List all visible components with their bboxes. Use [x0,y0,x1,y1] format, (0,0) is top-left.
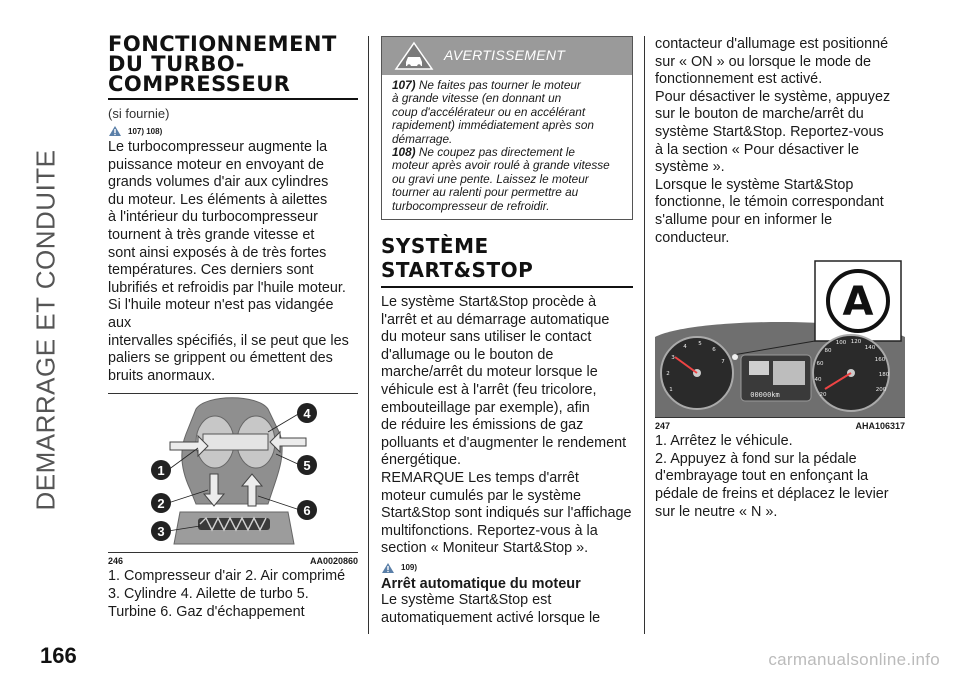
watermark: carmanualsonline.info [768,650,940,669]
chapter-title-text: DEMARRAGE ET CONDUITE [30,149,61,511]
rpm-tick-label: 2 [666,371,670,378]
text-line: polluants et d'augmenter le rendement [381,434,627,451]
text-line: du moteur sans utiliser le contact [381,329,592,346]
warning-refs [108,125,358,137]
odometer-readout: 00000km [750,391,780,400]
car-warning-icon [394,41,434,71]
auto-stop-badge: A [842,279,874,326]
column-divider [368,36,369,634]
start-stop-indicator-light [732,354,738,360]
text-line: d'allumage ou le bouton de [381,346,554,363]
column-turbo [108,34,358,621]
column-start-stop [381,36,633,627]
text-line: multifonctions. Reportez-vous à la [381,522,598,539]
text-line: moteur cumulés par le système [381,487,581,504]
speed-tick-label: 80 [824,348,832,355]
rpm-tick-label: 1 [669,387,673,394]
start-stop-paragraph [381,294,633,558]
auto-stop-paragraph [381,592,633,627]
warning-item-number: 108) [392,145,416,160]
text-line: section « Moniteur Start&Stop ». [381,540,589,557]
continued-paragraph [655,36,905,247]
text-line: Le turbocompresseur augmente la [108,139,328,155]
warning-triangle-icon [381,562,395,574]
text-line: sur le bouton de marche/arrêt du [655,106,864,123]
rpm-tick-label: 7 [721,359,725,366]
text-line: intervalles spécifiés, il se peut que les [108,332,349,349]
text-line: Si l'huile moteur n'est pas vidangée aux [108,297,334,331]
text-line: du moteur. Les éléments à ailettes [108,191,328,208]
heading-line: FONCTIONNEMENT [108,32,337,56]
figure-code: AA0020860 [309,556,358,567]
text-line: 3. Cylindre 4. Ailette de turbo 5. [108,585,309,602]
text-line: système Start&Stop. Reportez-vous [655,123,884,140]
text-line: Start&Stop sont indiqués sur l'affichage [381,505,632,522]
text-line: lubrifiés et refroidis par l'huile moteur. [108,279,346,296]
text-line: fonctionne, le témoin correspondant [655,194,884,211]
text-line: énergétique. [381,452,462,469]
text-line: système ». [655,159,725,176]
text-line: à l'intérieur du turbocompresseur [108,209,318,226]
text-line: turbocompresseur de refroidir. [392,198,550,213]
text-line: puissance moteur en envoyant de [108,156,325,173]
text-line: tourner au ralenti pour permettre au [392,185,579,200]
speed-tick-label: 100 [835,340,847,347]
text-line: Ne coupez pas directement le [418,145,575,160]
column-divider [644,36,645,634]
speed-tick-label: 40 [814,377,822,384]
warning-box [381,36,633,220]
text-line: sur « ON » ou lorsque le mode de [655,53,871,70]
text-line: Le système Start&Stop procède à [381,294,597,311]
text-line: d'embrayage tout en enfonçant la [655,468,869,485]
auto-stop-subheading: Arrêt automatique du moteur [381,575,581,592]
text-line: fonctionnement est activé. [655,71,823,88]
warning-item [392,146,622,213]
text-line: bruits anormaux. [108,367,216,384]
ref-text: 109) [401,563,418,573]
text-line: démarrage. [392,131,453,146]
heading-line: DU TURBO- [108,52,245,76]
turbo-diagram [108,394,358,552]
warning-body [382,75,632,219]
text-line: à grande vitesse (en donnant un [392,91,562,106]
callout-label: 3 [157,524,165,540]
callout-label: 4 [303,406,311,422]
turbo-heading [108,34,358,100]
text-line: 1. Arrêtez le véhicule. [655,433,793,450]
column-continued [655,36,905,521]
figure-caption-row [108,556,358,566]
steps-paragraph [655,433,905,521]
rpm-tick-label: 3 [671,355,675,362]
rpm-tick-label: 5 [698,341,702,348]
heading-line: COMPRESSEUR [108,72,291,96]
start-stop-heading [381,234,633,288]
text-line: REMARQUE Les temps d'arrêt [381,470,579,486]
cluster-figure [655,257,905,418]
speed-tick-label: 180 [878,372,890,379]
text-line: l'arrêt et au démarrage automatique [381,311,610,328]
rpm-tick-label: 6 [712,347,716,354]
text-line: véhicule est à l'arrêt (feu tricolore, [381,382,597,399]
speed-tick-label: 20 [819,392,827,399]
heading-line: START&STOP [381,258,534,283]
speed-tick-label: 60 [816,361,824,368]
figure-number: 246 [108,556,124,567]
warning-header [382,37,632,75]
warning-triangle-icon [108,125,122,137]
warning-item-number: 107) [392,78,416,92]
text-line: Le système Start&Stop est [381,591,552,608]
text-line: sur le neutre « N ». [655,503,778,520]
callout-label: 5 [303,458,311,474]
figure-caption-row [655,421,905,431]
heading-line: SYSTÈME [381,234,489,259]
text-line: rapidement) immédiatement après son [392,118,594,133]
warning-item [392,79,622,146]
callout-label: 1 [157,463,165,479]
text-line: 1. Compresseur d'air 2. Air comprimé [108,568,346,585]
text-line: à la section « Pour désactiver le [655,141,859,158]
speed-tick-label: 140 [864,345,876,352]
instrument-cluster [655,257,905,417]
text-line: marche/arrêt du moteur lorsque le [381,364,598,381]
text-line: Lorsque le système Start&Stop [655,176,854,193]
figure-code: AHA106317 [855,421,905,432]
figure-number: 247 [655,421,671,432]
rpm-tick-label: 4 [683,344,687,351]
turbo-figure [108,393,358,553]
text-line: Turbine 6. Gaz d'échappement [108,603,305,620]
text-line: moteur après avoir roulé à grande vitesse [392,158,610,173]
speed-tick-label: 120 [850,339,862,346]
availability-note: (si fournie) [108,106,170,121]
refs-text: 107) 108) [128,126,163,136]
figure-legend [108,568,358,621]
text-line: paliers se grippent ou émettent des [108,350,333,367]
text-line: ou gravi une pente. Laissez le moteur [392,171,589,186]
text-line: Ne faites pas tourner le moteur [418,78,581,92]
warning-ref [381,562,633,574]
text-line: températures. Ces derniers sont [108,262,314,279]
text-line: Pour désactiver le système, appuyez [655,88,891,105]
text-line: automatiquement activé lorsque le [381,609,601,626]
text-line: de réduire les émissions de gaz [381,417,584,434]
text-line: contacteur d'allumage est positionné [655,36,889,52]
speed-tick-label: 200 [875,387,887,394]
warning-title: AVERTISSEMENT [444,47,566,63]
text-line: 2. Appuyez à fond sur la pédale [655,450,857,467]
callout-label: 2 [157,496,165,512]
speed-tick-label: 160 [874,357,886,364]
turbo-paragraph [108,139,358,385]
text-line: sont ainsi exposés à de très fortes [108,244,327,261]
text-line: pédale de freins et déplacez le levier [655,485,889,502]
callout-label: 6 [303,503,311,519]
text-line: coup d'accélérateur ou en accélérant [392,104,586,119]
text-line: tournent à très grande vitesse et [108,226,315,243]
text-line: embouteillage par exemple), afin [381,399,590,416]
page-number: 166 [40,643,77,668]
text-line: conducteur. [655,229,730,246]
text-line: s'allume pour en informer le [655,211,833,228]
text-line: grands volumes d'air aux cylindres [108,174,329,191]
